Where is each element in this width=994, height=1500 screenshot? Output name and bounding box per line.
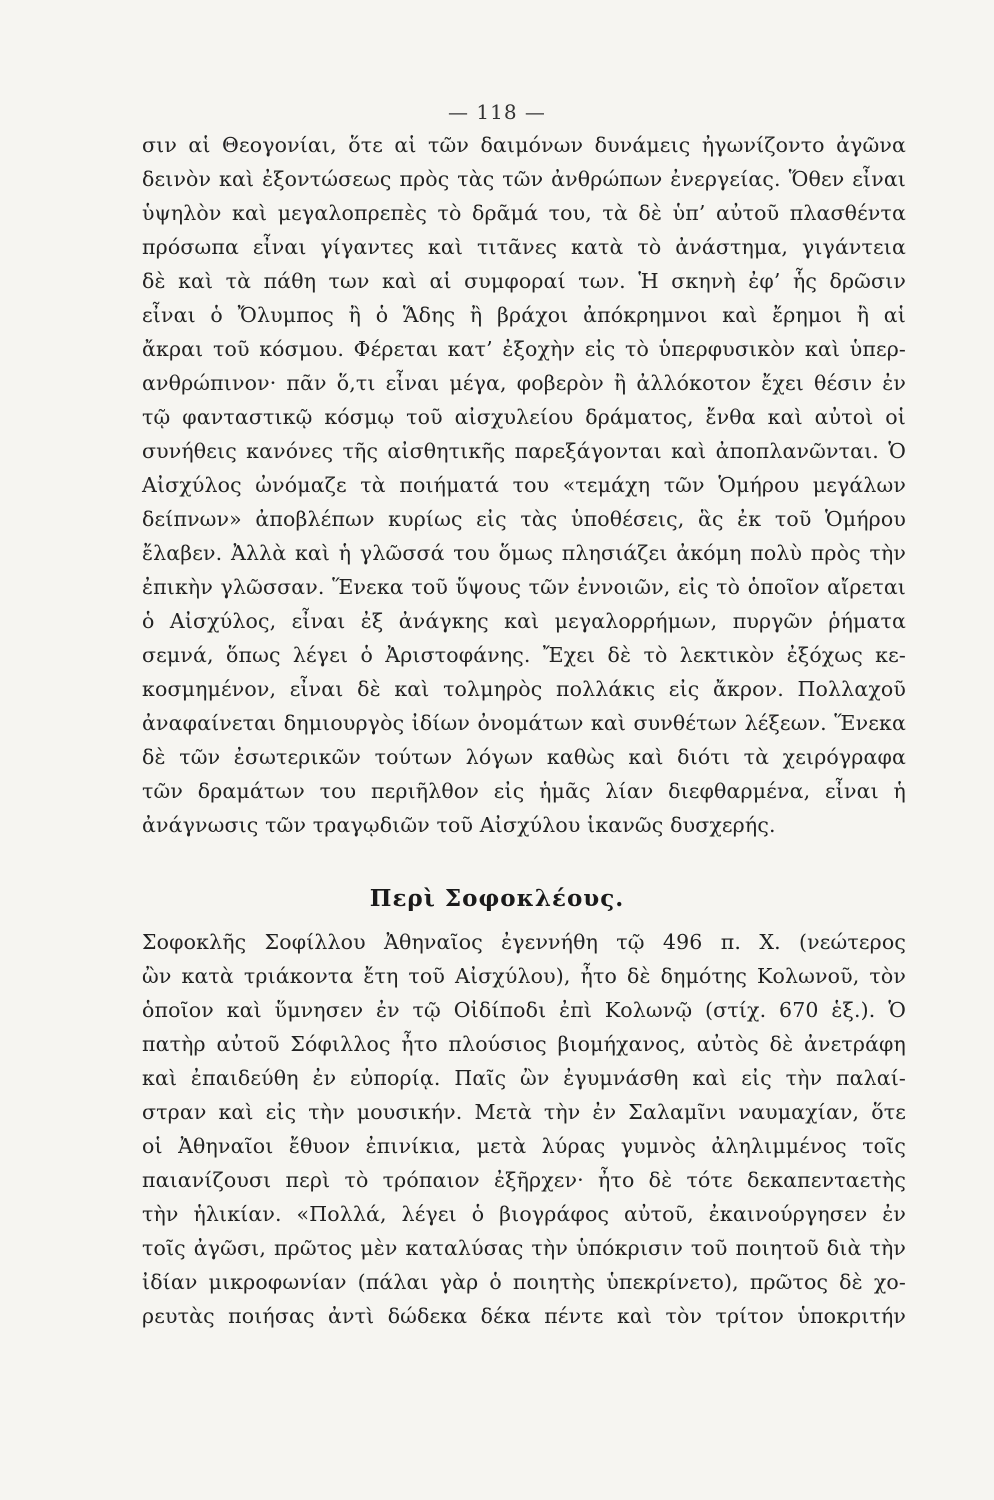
text-line: Σοφοκλῆς Σοφίλλου Ἀθηναῖος ἐγεννήθη τῷ 496 π. Χ. (νεώτερος <box>142 930 906 954</box>
text-line: ἔλαβεν. Ἀλλὰ καὶ ἡ γλῶσσά του ὅμως πλησιάζει ἀκόμη πολὺ πρὸς τὴν <box>142 541 906 565</box>
text-line: ἐπικὴν γλῶσσαν. Ἕνεκα τοῦ ὕψους τῶν ἐννοιῶν, εἰς τὸ ὁποῖον αἴρεται <box>142 575 906 599</box>
text-line: πατὴρ αὐτοῦ Σόφιλλος ἦτο πλούσιος βιομήχανος, αὐτὸς δὲ ἀνετράφη <box>142 1032 906 1056</box>
text-line: τὴν ἡλικίαν. «Πολλά, λέγει ὁ βιογράφος αὐτοῦ, ἐκαινούργησεν ἐν <box>142 1202 906 1226</box>
text-line: σεμνά, ὅπως λέγει ὁ Ἀριστοφάνης. Ἔχει δὲ τὸ λεκτικὸν ἐξόχως κε- <box>142 643 906 667</box>
text-line: συνήθεις κανόνες τῆς αἰσθητικῆς παρεξάγονται καὶ ἀποπλανῶνται. Ὁ <box>142 439 906 463</box>
text-line: Αἰσχύλος ὠνόμαζε τὰ ποιήματά του «τεμάχη τῶν Ὁμήρου μεγάλων <box>142 473 906 497</box>
text-line: ἀνάγνωσις τῶν τραγῳδιῶν τοῦ Αἰσχύλου ἱκανῶς δυσχερής. <box>142 813 776 837</box>
text-line: ὁποῖον καὶ ὕμνησεν ἐν τῷ Οἰδίποδι ἐπὶ Κολωνῷ (στίχ. 670 ἑξ.). Ὁ <box>142 998 906 1022</box>
text-line: δείπνων» ἀποβλέπων κυρίως εἰς τὰς ὑποθέσεις, ἃς ἐκ τοῦ Ὁμήρου <box>142 507 906 531</box>
text-line: δὲ τῶν ἐσωτερικῶν τούτων λόγων καθὼς καὶ διότι τὰ χειρόγραφα <box>142 745 906 769</box>
paragraph-sophocles <box>142 925 906 1333</box>
text-line: τοῖς ἀγῶσι, πρῶτος μὲν καταλύσας τὴν ὑπόκρισιν τοῦ ποιητοῦ διὰ τὴν <box>142 1236 906 1260</box>
text-line: ἀναφαίνεται δημιουργὸς ἰδίων ὀνομάτων καὶ συνθέτων λέξεων. Ἕνεκα <box>142 711 906 735</box>
text-line: κοσμημένον, εἶναι δὲ καὶ τολμηρὸς πολλάκις εἰς ἄκρον. Πολλαχοῦ <box>142 677 906 701</box>
paragraph-aeschylus <box>142 128 906 842</box>
text-line: καὶ ἐπαιδεύθη ἐν εὐπορίᾳ. Παῖς ὢν ἐγυμνάσθη καὶ εἰς τὴν παλαί- <box>142 1066 906 1090</box>
text-line: δὲ καὶ τὰ πάθη των καὶ αἱ συμφοραί των. Ἡ σκηνὴ ἐφ’ ἧς δρῶσιν <box>142 269 906 293</box>
text-line: ἄκραι τοῦ κόσμου. Φέρεται κατ’ ἐξοχὴν εἰς τὸ ὑπερφυσικὸν καὶ ὑπερ- <box>142 337 906 361</box>
text-line: ὑψηλὸν καὶ μεγαλοπρεπὲς τὸ δρᾶμά του, τὰ δὲ ὑπ’ αὐτοῦ πλασθέντα <box>142 201 906 225</box>
text-line: πρόσωπα εἶναι γίγαντες καὶ τιτᾶνες κατὰ τὸ ἀνάστημα, γιγάντεια <box>142 235 906 259</box>
page-number: — 118 — <box>448 100 546 124</box>
text-line: σιν αἱ Θεογονίαι, ὅτε αἱ τῶν δαιμόνων δυνάμεις ἠγωνίζοντο ἀγῶνα <box>142 133 906 157</box>
text-line: δεινὸν καὶ ἐξοντώσεως πρὸς τὰς τῶν ἀνθρώπων ἐνεργείας. Ὅθεν εἶναι <box>142 167 906 191</box>
text-line: οἱ Ἀθηναῖοι ἔθυον ἐπινίκια, μετὰ λύρας γυμνὸς ἀληλιμμένος τοῖς <box>142 1134 906 1158</box>
text-line: τῷ φανταστικῷ κόσμῳ τοῦ αἰσχυλείου δράματος, ἔνθα καὶ αὐτοὶ οἱ <box>142 405 906 429</box>
text-line: στραν καὶ εἰς τὴν μουσικήν. Μετὰ τὴν ἐν Σαλαμῖνι ναυμαχίαν, ὅτε <box>142 1100 906 1124</box>
text-line: ρευτὰς ποιήσας ἀντὶ δώδεκα δέκα πέντε καὶ τὸν τρίτον ὑποκριτήν <box>142 1304 906 1328</box>
text-line: ὁ Αἰσχύλος, εἶναι ἐξ ἀνάγκης καὶ μεγαλορρήμων, πυργῶν ῥήματα <box>142 609 906 633</box>
text-line: παιανίζουσι περὶ τὸ τρόπαιον ἐξῆρχεν· ἦτο δὲ τότε δεκαπενταετὴς <box>142 1168 906 1192</box>
section-heading: Περὶ Σοφοκλέους. <box>369 885 625 912</box>
text-line: τῶν δραμάτων του περιῆλθον εἰς ἡμᾶς λίαν διεφθαρμένα, εἶναι ἡ <box>142 779 906 803</box>
text-line: εἶναι ὁ Ὄλυμπος ἢ ὁ Ἅδης ἢ βράχοι ἀπόκρημνοι καὶ ἔρημοι ἢ αἱ <box>142 303 906 327</box>
text-line: ἰδίαν μικροφωνίαν (πάλαι γὰρ ὁ ποιητὴς ὑπεκρίνετο), πρῶτος δὲ χο- <box>142 1270 906 1294</box>
text-line: ανθρώπινον· πᾶν ὅ,τι εἶναι μέγα, φοβερὸν ἢ ἀλλόκοτον ἔχει θέσιν ἐν <box>142 371 906 395</box>
text-line: ὢν κατὰ τριάκοντα ἔτη τοῦ Αἰσχύλου), ἦτο δὲ δημότης Κολωνοῦ, τὸν <box>142 964 906 988</box>
